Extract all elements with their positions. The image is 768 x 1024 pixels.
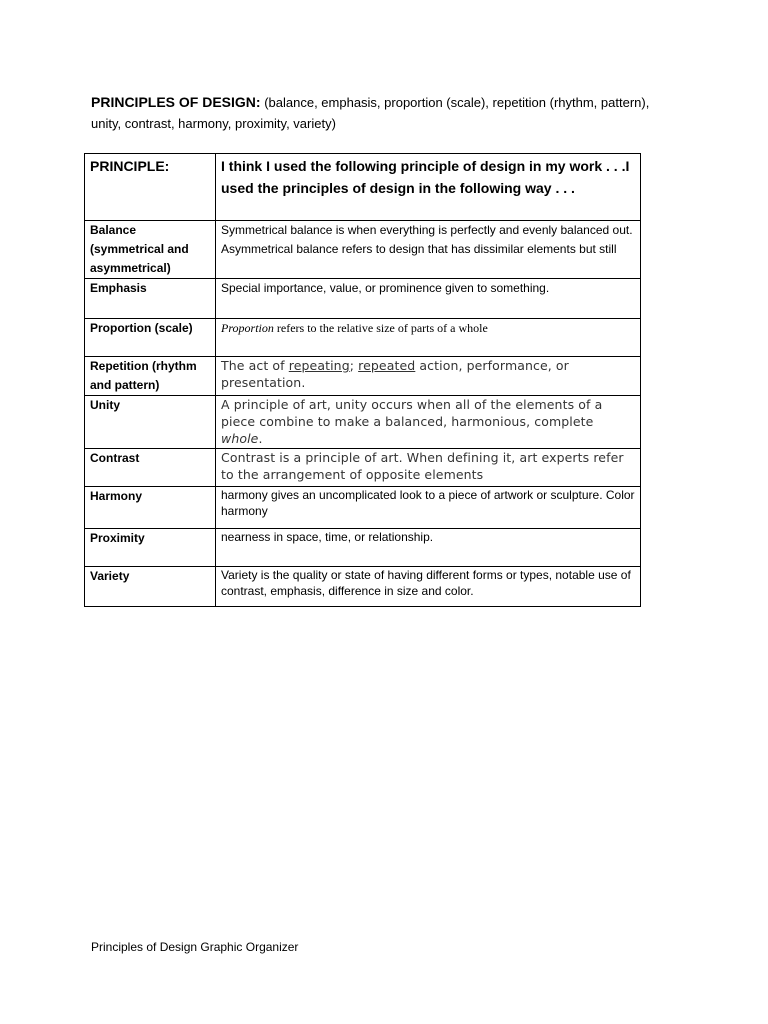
row-definition: Special importance, value, or prominence given to something. bbox=[216, 279, 641, 319]
heading-title: PRINCIPLES OF DESIGN: bbox=[91, 94, 261, 110]
table-row-balance bbox=[85, 221, 641, 279]
row-definition bbox=[216, 357, 641, 396]
table-row-unity bbox=[85, 396, 641, 449]
row-label: Proportion (scale) bbox=[85, 319, 216, 357]
definition-italic: Proportion bbox=[221, 321, 274, 335]
table-row-repetition bbox=[85, 357, 641, 396]
row-label: Harmony bbox=[85, 487, 216, 529]
row-definition: harmony gives an uncomplicated look to a piece of artwork or sculpture. Color harmony bbox=[216, 487, 641, 529]
definition-text: The act of bbox=[221, 358, 289, 373]
definition-text: A principle of art, unity occurs when all of the elements of a piece combine to make a balanced, harmonious, complete bbox=[221, 397, 603, 429]
principles-table bbox=[84, 153, 641, 607]
row-definition: Variety is the quality or state of having different forms or types, notable use of contrast, emphasis, difference in size and color. bbox=[216, 567, 641, 607]
row-label: Proximity bbox=[85, 529, 216, 567]
header-principle: PRINCIPLE: bbox=[85, 154, 216, 221]
row-definition bbox=[216, 396, 641, 449]
table-row-emphasis bbox=[85, 279, 641, 319]
definition-text: action, performance, or presentation. bbox=[221, 358, 569, 390]
repeated-link[interactable]: repeated bbox=[358, 358, 416, 373]
row-definition bbox=[216, 319, 641, 357]
document-heading bbox=[91, 92, 651, 134]
table-header-row bbox=[85, 154, 641, 221]
table-row-variety bbox=[85, 567, 641, 607]
definition-text: refers to the relative size of parts of a whole bbox=[273, 321, 488, 335]
repeating-link[interactable]: repeating bbox=[288, 358, 350, 373]
definition-text: . bbox=[258, 431, 263, 446]
row-definition: Symmetrical balance is when everything is perfectly and evenly balanced out. Asymmetrical balance refers to design that has dissimilar elements but still bbox=[216, 221, 641, 279]
row-label: Repetition (rhythm and pattern) bbox=[85, 357, 216, 396]
table-row-harmony bbox=[85, 487, 641, 529]
heading-principles-list: (balance, emphasis, proportion (scale), repetition (rhythm, pattern), unity, contrast, harmony, proximity, variety) bbox=[91, 95, 650, 131]
table-row-contrast bbox=[85, 449, 641, 487]
row-definition: Contrast is a principle of art. When defining it, art experts refer to the arrangement of opposite elements bbox=[216, 449, 641, 487]
definition-text: ; bbox=[349, 358, 359, 373]
table-row-proximity bbox=[85, 529, 641, 567]
table-row-proportion bbox=[85, 319, 641, 357]
row-definition: nearness in space, time, or relationship. bbox=[216, 529, 641, 567]
row-label: Emphasis bbox=[85, 279, 216, 319]
row-label: Unity bbox=[85, 396, 216, 449]
definition-italic: whole bbox=[221, 431, 259, 446]
row-label: Contrast bbox=[85, 449, 216, 487]
page-footer: Principles of Design Graphic Organizer bbox=[91, 940, 299, 954]
row-label: Balance (symmetrical and asymmetrical) bbox=[85, 221, 216, 279]
header-description: I think I used the following principle of design in my work . . .I used the principles of design in the following way . . . bbox=[216, 154, 641, 221]
row-label: Variety bbox=[85, 567, 216, 607]
